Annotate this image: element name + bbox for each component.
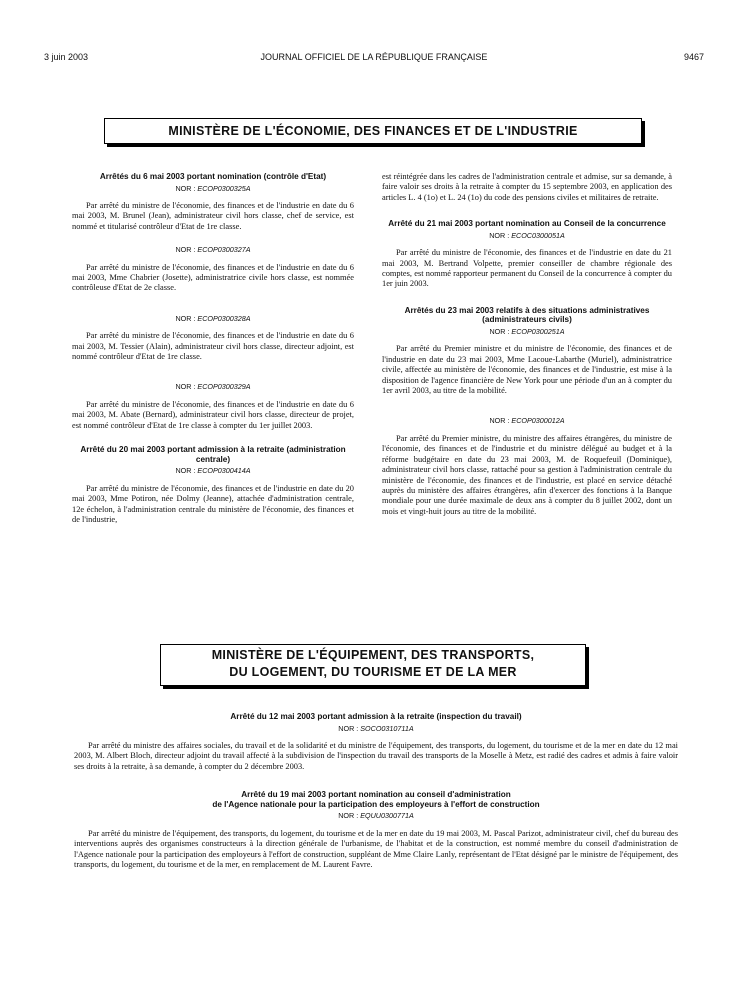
decree-paragraph: Par arrêté du ministre de l'économie, des finances et de l'industrie en date du 6 mai 2003, M. Abate (Bernard), administrateur civil hors classe, directeur de projet, est nommé contrôleur d'Etat de 1re classe à compter du 1er juillet 2003.	[72, 399, 354, 430]
header-date: 3 juin 2003	[44, 52, 89, 62]
left-column	[72, 172, 354, 525]
nor-reference: NOR : ECOC0300051A	[489, 230, 565, 240]
decree-paragraph: Par arrêté du ministre de l'économie, des finances et de l'industrie en date du 6 mai 2003, M. Tessier (Alain), administrateur civil hors classe, directeur adjoint, est nommé contrôleur d'Etat de 1re classe.	[72, 331, 354, 362]
nor-reference: NOR : ECOP0300414A	[175, 466, 251, 476]
nor-reference: NOR : ECOP0300012A	[489, 416, 565, 426]
ministry-economie-title: MINISTÈRE DE L'ÉCONOMIE, DES FINANCES ET DE L'INDUSTRIE	[104, 118, 642, 144]
decree-paragraph: Par arrêté du ministre de l'économie, des finances et de l'industrie en date du 6 mai 2003, M. Brunel (Jean), administrateur civil hors classe, chef de service, est nommé et titularisé contrôleur d'Etat de 1re classe.	[72, 201, 354, 231]
decree-paragraph: Par arrêté du Premier ministre et du ministre de l'économie, des finances et de l'industrie en date du 23 mai 2003, Mme Lacoue-Labarthe (Muriel), administratrice civile, affectée au ministère de l'économie, des finances et de l'industrie, est mise à la disposition de l'agence financière de New York pour une période d'un an à compter du 1er avril 2003, au titre de la mobilité.	[382, 344, 672, 396]
header-page-number: 9467	[683, 52, 704, 62]
ministry-equipement-title	[160, 644, 586, 686]
nor-reference: NOR : ECOP0300329A	[175, 382, 251, 392]
decree-paragraph: Par arrêté du ministre de l'économie, des finances et de l'industrie en date du 21 mai 2003, M. Bertrand Volpette, premier conseiller de chambre régionale des comptes, est nommé rapporteur permanent du Conseil de la concurrence à compter du 1er juin 2003.	[382, 248, 672, 289]
decree-paragraph: Par arrêté du Premier ministre, du ministre des affaires étrangères, du ministre de l'économie, des finances et de l'industrie et du ministre délégué au budget et à la réforme budgétaire en date du 23 mai 2003, M. de Roquefeuil (Dominique), administrateur civil hors classe, rattaché pour sa gestion à l'administration centrale du ministère de l'économie, des finances et de l'industrie, est placé en service détaché auprès du ministère des affaires étrangères, afin d'exercer des fonctions à la Banque mondiale pour une durée maximale de deux ans à compter du 8 juillet 2002, dont un mois et vingt-huit jours au titre de la mobilité.	[382, 433, 672, 516]
decree-paragraph: Par arrêté du ministre de l'équipement, des transports, du logement, du tourisme et de la mer en date du 19 mai 2003, M. Pascal Parizot, administrateur civil, chef du bureau des interventions auprès des organismes constructeurs à la direction générale de l'urbanisme, de l'habitat et de la construction, est nommé membre du conseil d'administration de l'Agence nationale pour la participation des employeurs à l'effort de construction, suppléant de Mme Claire Lanly, représentant de l'Etat désigné par le ministre de l'équipement, des transports, du logement, du tourisme et de la mer, en remplacement de M. Laurent Favre.	[74, 828, 678, 870]
nor-reference: NOR : ECOP0300328A	[175, 313, 251, 323]
header-journal-title: JOURNAL OFFICIEL DE LA RÉPUBLIQUE FRANÇAISE	[260, 52, 488, 62]
nor-reference: NOR : ECOP0300327A	[175, 245, 251, 255]
decree-paragraph-continued: est réintégrée dans les cadres de l'administration centrale et admise, sur sa demande, à faire valoir ses droits à la retraite à compter du 15 septembre 2003, en application des articles L. 4 (1o) et L. 24 (1o) du code des pensions civiles et militaires de retraite.	[382, 172, 672, 202]
section-title-line: Arrêté du 19 mai 2003 portant nomination au conseil d'administration	[241, 790, 511, 800]
ministry-title-line: DU LOGEMENT, DU TOURISME ET DE LA MER	[229, 665, 517, 679]
section-title: Arrêtés du 6 mai 2003 portant nomination (contrôle d'Etat)	[99, 172, 327, 181]
section-title-line: de l'Agence nationale pour la participation des employeurs à l'effort de construction	[212, 799, 540, 809]
section-title: Arrêté du 21 mai 2003 portant nomination au Conseil de la concurrence	[388, 219, 666, 229]
section-title: Arrêté du 12 mai 2003 portant admission à la retraite (inspection du travail)	[230, 712, 522, 721]
nor-reference: NOR : SOCO0310711A	[338, 723, 414, 733]
decree-paragraph: Par arrêté du ministre de l'économie, des finances et de l'industrie en date du 20 mai 2003, Mme Potiron, née Dolmy (Jeanne), attachée d'administration centrale, 12e échelon, à l'administration centrale du ministère de l'économie, des finances et de l'industrie,	[72, 483, 354, 524]
decree-paragraph: Par arrêté du ministre de l'économie, des finances et de l'industrie en date du 6 mai 2003, Mme Chabrier (Josette), administratrice civile hors classe, est nommée contrôleuse d'Etat de 2e classe.	[72, 262, 354, 293]
nor-reference: NOR : ECOP0300325A	[175, 183, 251, 193]
nor-reference: NOR : EQUU0300771A	[338, 811, 414, 821]
decree-paragraph: Par arrêté du ministre des affaires sociales, du travail et de la solidarité et du ministre de l'équipement, des transports, du logement, du tourisme et de la mer en date du 12 mai 2003, M. Albert Bloch, directeur adjoint du travail affecté à la subdivision de l'inspection du travail des transports de la Moselle à Metz, est radié des cadres et admis à faire valoir ses droits à la retraite, à sa demande, à compter du 2 décembre 2003.	[74, 741, 678, 771]
section-title: Arrêté du 20 mai 2003 portant admission à la retraite (administration centrale)	[80, 445, 346, 464]
ministry-title-line: MINISTÈRE DE L'ÉQUIPEMENT, DES TRANSPORTS,	[211, 648, 535, 662]
right-column	[382, 172, 672, 517]
full-width-section	[74, 712, 678, 870]
section-title: Arrêtés du 23 mai 2003 relatifs à des situations administratives (administrateurs civils)	[404, 305, 650, 325]
nor-reference: NOR : ECOP0300251A	[489, 327, 565, 337]
